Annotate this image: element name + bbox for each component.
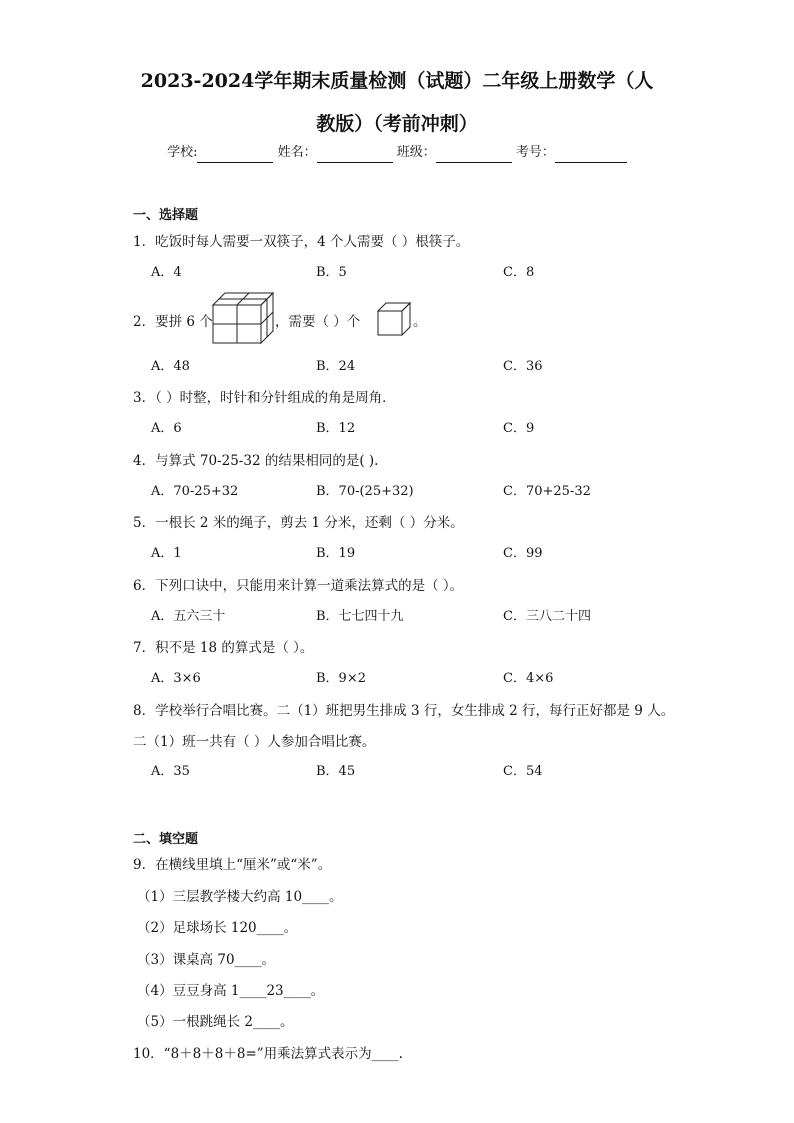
question-4-option-c[interactable]: C．70+25-32 — [503, 484, 591, 499]
question-8-text-line1: 8．学校举行合唱比赛。二（1）班把男生排成 3 行，女生排成 2 行，每行正好都是 9 人。 — [133, 703, 675, 719]
small-cube-figure — [377, 302, 411, 336]
question-10-text: 10．“8＋8＋8＋8=”用乘法算式表示为____. — [133, 1046, 403, 1062]
question-5-text: 5．一根长 2 米的绳子，剪去 1 分米，还剩（ ）分米。 — [133, 515, 464, 531]
class-blank[interactable] — [436, 146, 512, 163]
question-7-text: 7．积不是 18 的算式是（ ）。 — [133, 640, 314, 656]
question-2-option-c[interactable]: C．36 — [503, 359, 543, 374]
exam-no-label: 考号： — [515, 145, 555, 160]
school-blank[interactable] — [197, 146, 273, 163]
document-title-line1: 2023-2024学年期末质量检测（试题）二年级上册数学（人 — [140, 70, 654, 92]
question-9-item-5: （5）一根跳绳长 2____。 — [137, 1014, 294, 1030]
question-4-text: 4．与算式 70-25-32 的结果相同的是( ). — [133, 453, 379, 469]
question-1-option-b[interactable]: B．5 — [316, 265, 347, 280]
question-6-option-b[interactable]: B．七七四十九 — [316, 609, 404, 624]
question-8-text-line2: 二（1）班一共有（ ）人参加合唱比赛。 — [133, 734, 376, 750]
question-8-option-c[interactable]: C．54 — [503, 764, 543, 779]
question-3-option-b[interactable]: B．12 — [316, 421, 356, 436]
section-heading-fill: 二、填空题 — [133, 832, 199, 847]
section-heading-choice: 一、选择题 — [133, 208, 199, 223]
question-2-option-a[interactable]: A．48 — [151, 359, 190, 374]
question-8-option-b[interactable]: B．45 — [316, 764, 356, 779]
name-blank[interactable] — [317, 146, 393, 163]
question-6-option-c[interactable]: C．三八二十四 — [503, 609, 591, 624]
question-9-item-2: （2）足球场长 120____。 — [137, 920, 298, 936]
question-2-option-b[interactable]: B．24 — [316, 359, 356, 374]
class-label: 班级： — [396, 145, 436, 160]
question-5-option-a[interactable]: A．1 — [151, 546, 182, 561]
question-4-option-a[interactable]: A．70-25+32 — [151, 484, 239, 499]
question-7-option-a[interactable]: A．3×6 — [151, 671, 201, 686]
question-8-option-a[interactable]: A．35 — [151, 764, 190, 779]
question-9-stem: 9．在横线里填上“厘米”或“米”。 — [133, 857, 332, 873]
document-title-line2: 教版）（考前冲刺） — [316, 113, 478, 135]
question-2-prefix: 2．要拼 6 个 — [133, 314, 213, 330]
school-label: 学校: — [167, 145, 198, 160]
question-2-middle: ，需要（ ）个 — [275, 314, 361, 330]
question-9-item-1: （1）三层教学楼大约高 10____。 — [137, 889, 343, 905]
question-4-option-b[interactable]: B．70-(25+32) — [316, 484, 414, 499]
question-6-text: 6．下列口诀中，只能用来计算一道乘法算式的是（ ）。 — [133, 578, 464, 594]
question-7-option-c[interactable]: C．4×6 — [503, 671, 554, 686]
question-9-item-3: （3）课桌高 70____。 — [137, 952, 276, 968]
question-1-option-c[interactable]: C．8 — [503, 265, 535, 280]
question-5-option-b[interactable]: B．19 — [316, 546, 356, 561]
question-1-option-a[interactable]: A．4 — [151, 265, 182, 280]
name-label: 姓名： — [277, 145, 317, 160]
question-7-option-b[interactable]: B．9×2 — [316, 671, 366, 686]
student-info-row — [0, 143, 794, 163]
question-9-item-4: （4）豆豆身高 1____23____。 — [137, 983, 325, 999]
question-3-option-c[interactable]: C．9 — [503, 421, 535, 436]
question-2-suffix: 。 — [413, 314, 427, 330]
question-3-option-a[interactable]: A．6 — [151, 421, 182, 436]
question-6-option-a[interactable]: A．五六三十 — [151, 609, 226, 624]
question-1-text: 1．吃饭时每人需要一双筷子，4 个人需要（ ）根筷子。 — [133, 234, 470, 250]
exam-no-blank[interactable] — [555, 146, 627, 163]
question-5-option-c[interactable]: C．99 — [503, 546, 543, 561]
large-cube-figure — [212, 288, 274, 344]
question-3-text: 3．（ ）时整，时针和分针组成的角是周角． — [133, 390, 396, 406]
